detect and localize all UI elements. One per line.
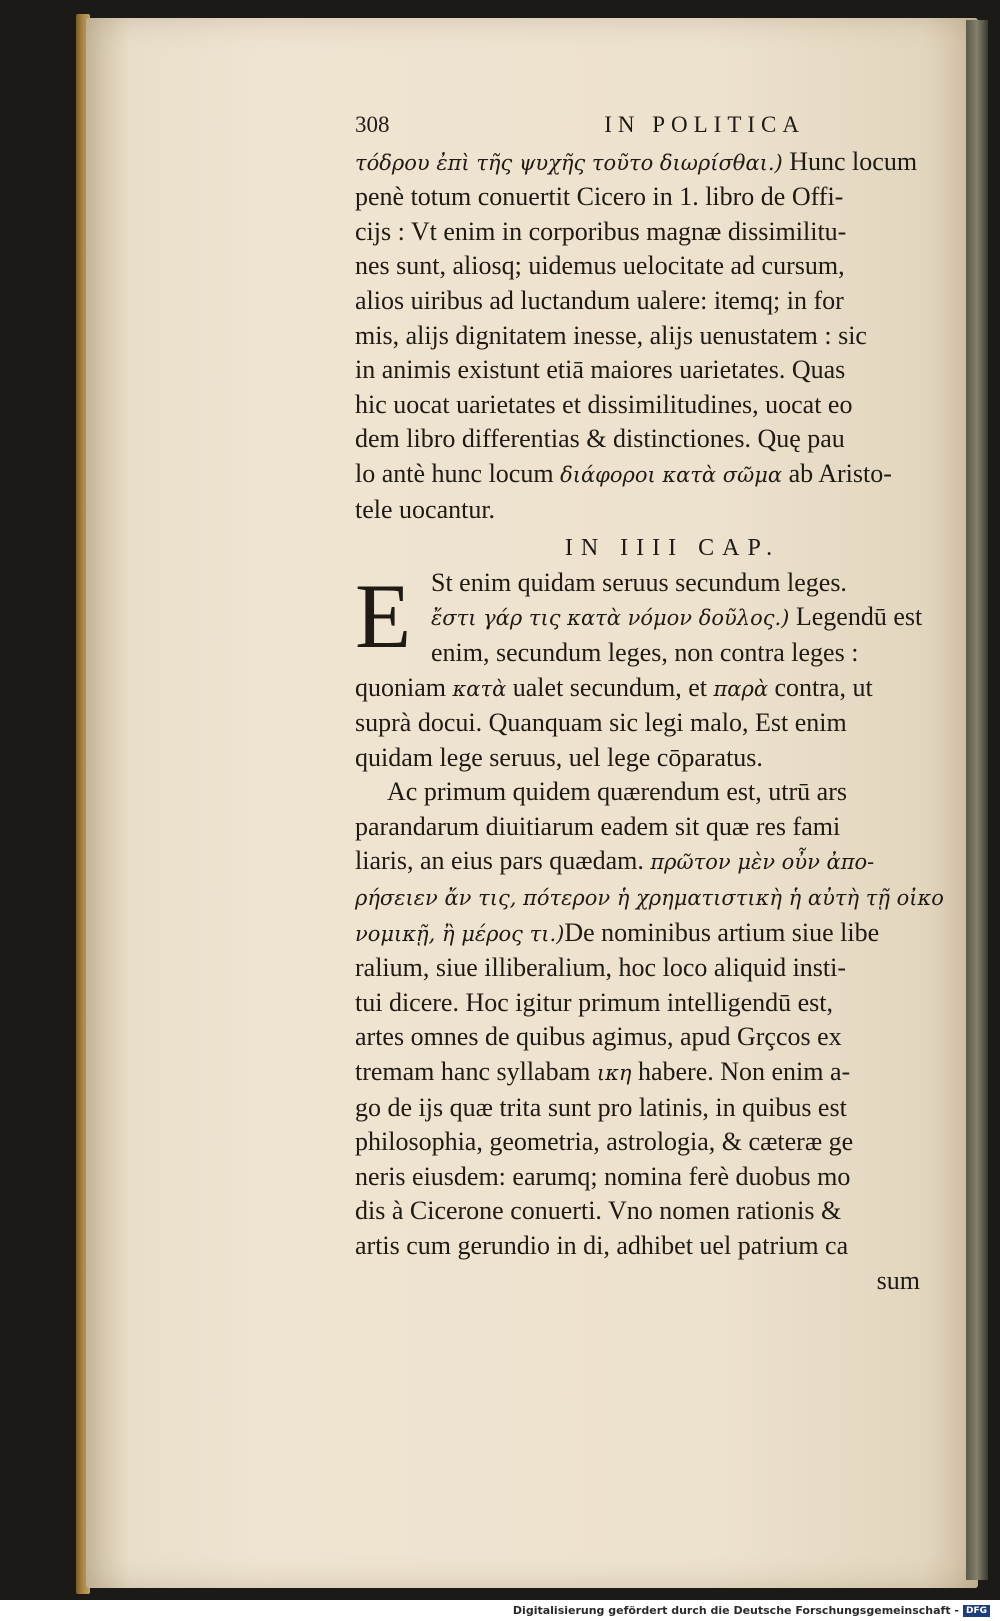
book-edge-right [966,20,988,1580]
text-line [355,775,930,810]
latin-text: dis à Cicerone conuerti. Vno nomen rationis & [355,1196,842,1226]
latin-text: neris eiusdem: earumq; nomina ferè duobus mo [355,1161,851,1191]
latin-text: mis, alijs dignitatem inesse, alijs uenustatem : sic [355,320,867,350]
text-line [355,1091,930,1126]
text-line [355,215,930,250]
latin-text: habere. Non enim a- [631,1057,851,1087]
text-line [431,566,930,601]
greek-text: νομικῇ, ἢ μέρος τι.) [355,921,565,946]
latin-text: tui dicere. Hoc igitur primum intelligendū est, [355,987,834,1017]
paragraph-one-continued [355,671,930,776]
text-line [355,319,930,354]
text-line [355,1125,930,1160]
footer-credit: Digitalisierung gefördert durch die Deutsche Forschungsgemeinschaft - [512,1604,959,1617]
drop-cap: E [355,564,412,667]
latin-text: Legendū est [789,602,923,632]
text-line [355,457,930,493]
text-line [355,706,930,741]
digitization-footer [0,1600,1000,1621]
latin-text: alios uiribus ad luctandum ualere: itemq; in for [355,285,844,315]
latin-text: cijs : Vt enim in corporibus magnæ dissimilitu- [355,216,847,246]
latin-text: in animis existunt etiā maiores uarietates. Quas [355,355,846,385]
page-text [355,108,944,1298]
latin-text: quidam lege seruus, uel lege cōparatus. [355,742,763,772]
drop-cap-block [355,566,930,671]
text-line [355,1229,930,1264]
latin-text: quoniam [355,672,453,702]
greek-text: παρὰ [713,676,768,701]
text-line [355,810,930,845]
paragraph-one [355,145,930,528]
latin-text: parandarum diuitiarum eadem sit quæ res fami [355,811,841,841]
latin-text: lo antè hunc locum [355,458,561,488]
greek-text: κατὰ [452,676,507,701]
catchword: sum [876,1265,920,1295]
drop-cap-lines [355,566,930,671]
text-line [431,636,930,671]
latin-text: Ac primum quidem quærendum est, utrū ars [387,777,847,807]
text-line [355,249,930,284]
latin-text: Hunc locum [782,146,918,176]
greek-text: τόδρου ἐπὶ τῆς ψυχῆς τοῦτο διωρίσθαι.) [355,150,783,175]
dfg-logo: DFG [963,1605,990,1617]
latin-text: De nominibus artium siue libe [564,917,880,947]
text-line [355,951,930,986]
text-line [355,284,930,319]
text-line [431,600,930,636]
page-number: 308 [355,112,390,137]
text-line [355,1055,930,1091]
latin-text: nes sunt, aliosq; uidemus uelocitate ad cursum, [355,251,845,281]
latin-text: hic uocat uarietates et dissimilitudines, uocat eo [355,389,853,419]
latin-text: enim, secundum leges, non contra leges : [431,637,859,667]
text-line [355,493,930,528]
text-line [355,1020,930,1055]
latin-text: suprà docui. Quanquam sic legi malo, Est enim [355,708,847,738]
text-line [355,741,930,776]
latin-text: dem libro differentias & distinctiones. Quę pau [355,424,845,454]
greek-text: πρῶτον μὲν οὖν ἀπο- [650,850,875,875]
latin-text: ralium, siue illiberalium, hoc loco aliquid insti- [355,953,847,983]
latin-text: liaris, an eius pars quædam. [355,846,651,876]
running-title: IN POLITICA [604,112,805,137]
greek-text: ικη [596,1061,632,1086]
greek-text: διάφοροι κατὰ σῶμα [560,462,783,487]
text-line [355,180,930,215]
text-line [355,916,930,952]
text-line [355,844,930,880]
text-line [355,388,930,423]
latin-text: ualet secundum, et [506,672,714,702]
latin-text: go de ijs quæ trita sunt pro latinis, in quibus est [355,1092,847,1122]
text-line [355,1160,930,1195]
text-line [355,145,930,181]
text-line [355,986,930,1021]
latin-text: tremam hanc syllabam [355,1057,597,1087]
text-line [355,1194,930,1229]
text-line [355,671,930,707]
greek-text: ἔστι γάρ τις κατὰ νόμον δοῦλος.) [431,606,790,631]
latin-text: artis cum gerundio in di, adhibet uel patrium ca [355,1231,849,1260]
latin-text: contra, ut [768,672,873,702]
chapter-heading: IN IIII CAP. [564,535,781,562]
latin-text: penè totum conuertit Cicero in 1. libro de Offi- [355,182,844,212]
latin-text: tele uocantur. [355,494,496,524]
text-line [355,880,944,916]
latin-text: ab Aristo- [782,458,892,488]
text-line [355,422,930,457]
paragraph-two [355,775,944,1263]
latin-text: artes omnes de quibus agimus, apud Grçcos ex [355,1022,842,1052]
latin-text: philosophia, geometria, astrologia, & cæteræ ge [355,1127,854,1157]
greek-text: ρήσειεν ἄν τις, πότερον ἡ χρηματιστικὴ ἡ αὐτὴ τῇ οἰκο [355,886,944,911]
text-line [355,353,930,388]
running-header [355,108,815,143]
latin-text: St enim quidam seruus secundum leges. [431,567,847,597]
